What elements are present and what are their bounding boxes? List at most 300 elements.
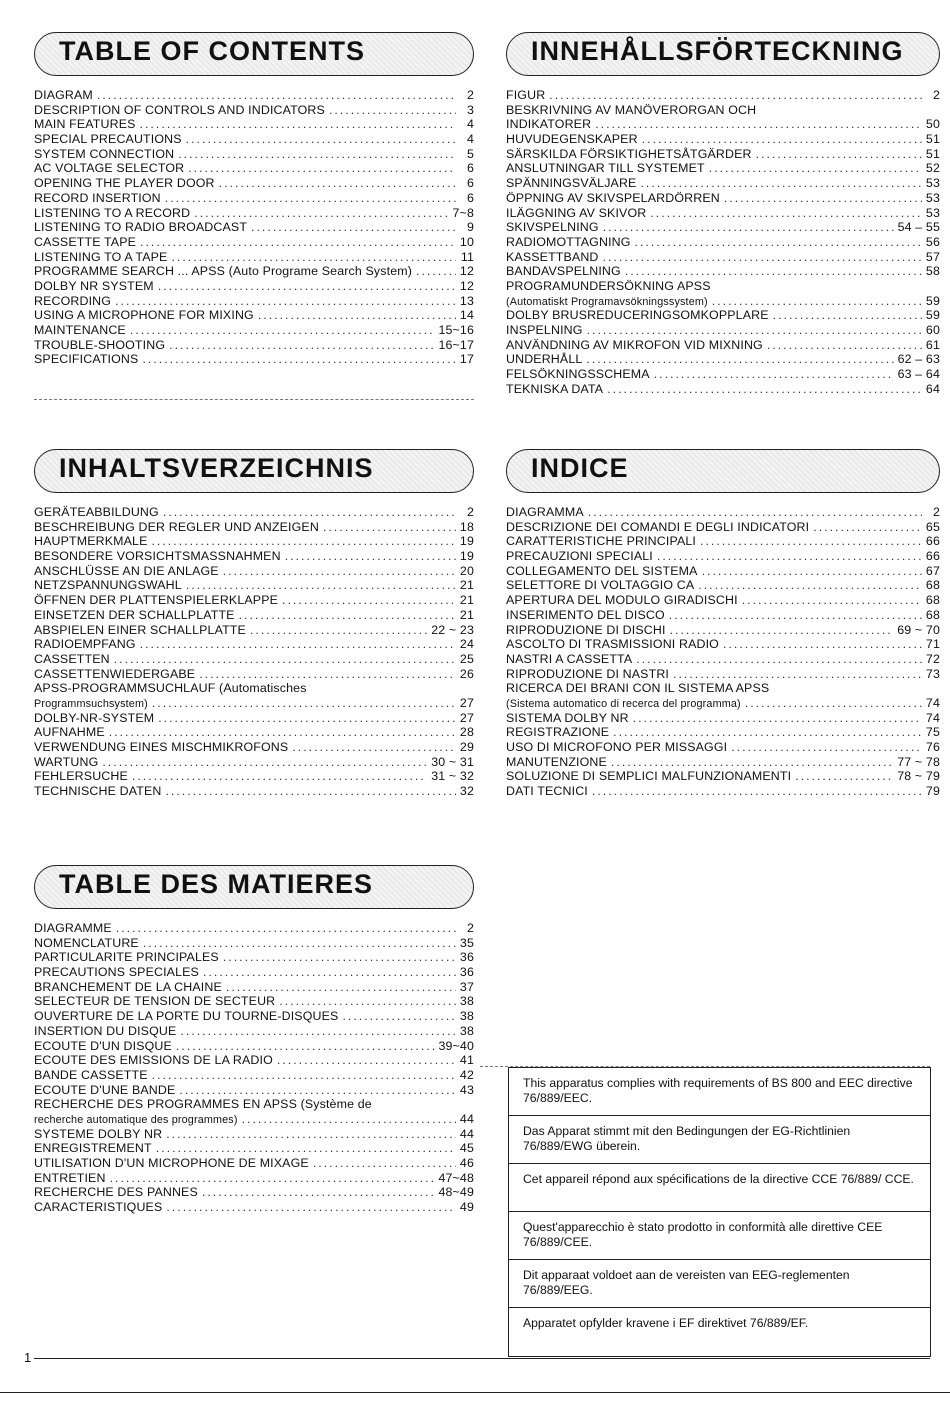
toc-entry-title: CARACTERISTIQUES [34, 1200, 163, 1215]
toc-entry-title: DIAGRAMME [34, 921, 112, 935]
toc-entry-title: REGISTRAZIONE [506, 725, 610, 740]
dot-leader [731, 740, 922, 755]
toc-entry-title: PROGRAMUNDERSÖKNING APSS [506, 278, 711, 293]
dot-leader [250, 623, 427, 638]
toc-entry [506, 725, 940, 740]
dot-leader [143, 936, 456, 951]
toc-entry [34, 755, 474, 770]
toc-entry-page: 6 [466, 190, 474, 205]
toc-french [34, 865, 474, 1215]
toc-entry [34, 769, 474, 784]
dot-leader [97, 88, 456, 103]
toc-entry-title: KASSETTBAND [506, 249, 599, 264]
toc-entry-title: OPENING THE PLAYER DOOR [34, 176, 215, 191]
toc-german [34, 449, 474, 799]
toc-entry [506, 667, 940, 682]
toc-entry [34, 1127, 474, 1142]
dot-leader [169, 338, 434, 353]
toc-entry [506, 220, 940, 235]
toc-entry [34, 117, 474, 132]
dot-leader [670, 623, 894, 638]
toc-entry-title: INSERIMENTO DEL DISCO [506, 607, 665, 622]
dot-leader [279, 994, 456, 1009]
dot-leader [165, 191, 456, 206]
toc-entry-page: 6 [466, 176, 474, 191]
dot-leader [158, 279, 456, 294]
toc-entry [34, 505, 474, 520]
toc-entry-page: 78 ~ 79 [897, 769, 940, 784]
toc-entry-page: 2 [932, 88, 940, 102]
toc-entry-page: 68 [925, 578, 940, 593]
toc-entry-page: 38 [459, 1009, 474, 1024]
dot-leader [767, 338, 922, 353]
footer-rule [34, 1358, 930, 1359]
toc-entry [34, 520, 474, 535]
toc-entry-title: NOMENCLATURE [34, 935, 139, 950]
toc-entry [34, 308, 474, 323]
toc-entry-title: WARTUNG [34, 754, 99, 769]
dot-leader [226, 980, 456, 995]
dot-leader [199, 667, 456, 682]
toc-entry [506, 88, 940, 103]
toc-entry [506, 711, 940, 726]
toc-entry [506, 564, 940, 579]
dot-leader [323, 520, 456, 535]
toc-entry-title: recherche automatique des programmes) [34, 1113, 238, 1126]
toc-entry-page: 39~40 [438, 1038, 474, 1053]
dot-leader [669, 608, 922, 623]
dot-leader [342, 1009, 455, 1024]
dot-leader [698, 578, 922, 593]
toc-entry-page: 74 [925, 695, 940, 710]
toc-italian [506, 449, 940, 799]
toc-entry-title: SPECIFICATIONS [34, 352, 139, 367]
toc-entry-page: 32 [459, 784, 474, 799]
toc-entry [506, 308, 940, 323]
toc-entry-page: 59 [925, 293, 940, 308]
toc-entry-title: COLLEGAMENTO DEL SISTEMA [506, 563, 698, 578]
toc-entry [506, 367, 940, 382]
toc-entry [34, 965, 474, 980]
toc-entry-title: ENREGISTREMENT [34, 1141, 152, 1156]
toc-entry-page: 59 [925, 308, 940, 323]
dot-leader [592, 784, 922, 799]
toc-entry-title: GERÄTEABBILDUNG [34, 505, 159, 519]
toc-entry [506, 117, 940, 132]
toc-entry [506, 279, 940, 294]
dot-leader [171, 250, 456, 265]
dot-leader [140, 235, 456, 250]
toc-entry-title: SISTEMA DOLBY NR [506, 710, 629, 725]
toc-entry-title: TEKNISKA DATA [506, 381, 604, 396]
toc-entry-page: 65 [925, 519, 940, 534]
toc-entry-title: RICERCA DEI BRANI CON IL SISTEMA APSS [506, 681, 770, 696]
toc-entry [506, 264, 940, 279]
toc-entry [506, 549, 940, 564]
dot-leader [587, 323, 922, 338]
toc-entry-title: MANUTENZIONE [506, 754, 607, 769]
dot-leader [611, 755, 893, 770]
toc-entry-title: ÖPPNING AV SKIVSPELARDÖRREN [506, 190, 720, 205]
toc-entry-title: AUFNAHME [34, 725, 105, 740]
toc-entry [506, 161, 940, 176]
dot-leader [724, 191, 922, 206]
toc-entry-page: 5 [466, 146, 474, 161]
toc-entry-title: NETZSPANNUNGSWAHL [34, 578, 182, 593]
toc-entry-page: 57 [925, 249, 940, 264]
dot-leader [179, 1083, 456, 1098]
dot-leader [166, 1200, 456, 1215]
toc-entry-title: (Sistema automatico di recerca del programma) [506, 697, 741, 710]
dot-leader [142, 352, 455, 367]
toc-entry [34, 667, 474, 682]
toc-entry-title: VERWENDUNG EINES MISCHMIKROFONS [34, 740, 289, 754]
toc-entry [34, 1141, 474, 1156]
dot-leader [158, 711, 456, 726]
toc-entry-title: Programmsuchsystem) [34, 697, 148, 710]
toc-entry-title: CARATTERISTICHE PRINCIPALI [506, 534, 697, 549]
dot-leader [132, 769, 427, 784]
toc-entry [506, 769, 940, 784]
toc-list [506, 88, 940, 396]
dot-leader [673, 667, 922, 682]
toc-entry-title: AC VOLTAGE SELECTOR [34, 161, 185, 176]
toc-entry [506, 382, 940, 397]
compliance-notice-en: This apparatus complies with requirements of BS 800 and EEC directive 76/889/EEC. [509, 1068, 930, 1116]
toc-entry-page: 61 [925, 337, 940, 352]
toc-entry-page: 19 [459, 549, 474, 564]
toc-entry [34, 1185, 474, 1200]
section-title: INNEHÅLLSFÖRTECKNING [531, 36, 904, 66]
toc-entry-page: 14 [459, 308, 474, 323]
toc-entry-page: 2 [932, 505, 940, 519]
toc-entry-title: INDIKATORER [506, 117, 592, 132]
dot-leader [549, 88, 922, 103]
toc-entry-title: PARTICULARITE PRINCIPALES [34, 950, 219, 965]
toc-entry-page: 31 ~ 32 [431, 769, 474, 784]
toc-entry-title: DOLBY NR SYSTEM [34, 278, 154, 293]
dot-leader [109, 725, 456, 740]
dot-leader [110, 1171, 435, 1186]
section-title: TABLE DES MATIERES [59, 869, 374, 899]
toc-entry-title: DESCRIPTION OF CONTROLS AND INDICATORS [34, 102, 325, 117]
toc-entry-page: 52 [925, 161, 940, 176]
dot-leader [285, 549, 456, 564]
toc-entry [34, 950, 474, 965]
toc-entry [506, 637, 940, 652]
toc-entry [506, 250, 940, 265]
dot-leader [657, 549, 922, 564]
toc-entry [34, 147, 474, 162]
section-title: INHALTSVERZEICHNIS [59, 453, 374, 483]
toc-entry-title: ANSCHLÜSSE AN DIE ANLAGE [34, 563, 219, 578]
dot-leader [650, 206, 922, 221]
toc-entry-page: 44 [459, 1126, 474, 1141]
dot-leader [700, 534, 922, 549]
toc-entry-page: 4 [466, 117, 474, 132]
toc-entry-page: 25 [459, 651, 474, 666]
toc-entry-title: UTILISATION D'UN MICROPHONE DE MIXAGE [34, 1156, 309, 1170]
toc-entry-page: 17 [459, 352, 474, 367]
toc-entry-page: 51 [925, 132, 940, 147]
toc-entry [34, 1097, 474, 1112]
toc-entry-title: RIPRODUZIONE DI DISCHI [506, 622, 666, 637]
toc-entry [34, 1009, 474, 1024]
toc-entry [506, 176, 940, 191]
toc-entry-page: 51 [925, 146, 940, 161]
toc-entry-page: 28 [459, 725, 474, 740]
toc-entry-title: PROGRAMME SEARCH ... APSS (Auto Programe Search System) [34, 264, 413, 279]
dot-leader [633, 711, 922, 726]
toc-entry [34, 725, 474, 740]
toc-entry-title: SPÄNNINGSVÄLJARE [506, 176, 637, 191]
toc-entry [34, 1053, 474, 1068]
toc-entry-title: RECHERCHE DES PROGRAMMES EN APSS (Système de [34, 1097, 372, 1112]
toc-entry-page: 60 [925, 323, 940, 337]
toc-entry-page: 38 [459, 994, 474, 1009]
toc-entry-page: 36 [459, 965, 474, 980]
toc-entry [506, 323, 940, 338]
toc-entry-page: 41 [459, 1053, 474, 1068]
dot-leader [745, 696, 922, 711]
section-title: TABLE OF CONTENTS [59, 36, 365, 66]
compliance-notice-it: Quest'apparecchio è stato prodotto in conformità alle direttive CEE 76/889/CEE. [509, 1212, 930, 1260]
toc-entry-page: 63 – 64 [897, 367, 940, 382]
dot-leader [242, 1112, 456, 1127]
toc-entry-page: 27 [459, 695, 474, 710]
toc-entry [34, 608, 474, 623]
toc-entry [34, 220, 474, 235]
toc-entry-title: SYSTEME DOLBY NR [34, 1126, 163, 1141]
toc-entry-title: ANSLUTNINGAR TILL SYSTEMET [506, 161, 705, 176]
toc-entry-title: ECOUTE D'UN DISQUE [34, 1038, 172, 1053]
dot-leader [202, 1185, 435, 1200]
toc-entry-page: 48~49 [438, 1185, 474, 1200]
dot-leader [152, 1068, 456, 1083]
toc-entry-title: USO DI MICROFONO PER MISSAGGI [506, 740, 728, 754]
toc-entry-title: BESCHREIBUNG DER REGLER UND ANZEIGEN [34, 519, 319, 534]
dot-leader [178, 147, 456, 162]
dot-leader [813, 520, 922, 535]
dot-leader [640, 176, 921, 191]
toc-entry [506, 505, 940, 520]
dot-leader [329, 103, 456, 118]
toc-entry [34, 711, 474, 726]
toc-entry-page: 18 [459, 519, 474, 534]
toc-entry [34, 1068, 474, 1083]
toc-entry-title: LISTENING TO RADIO BROADCAST [34, 220, 248, 235]
toc-entry-title: PRECAUTIONS SPECIALES [34, 965, 199, 980]
toc-entry-page: 66 [925, 534, 940, 549]
toc-entry-page: 13 [459, 293, 474, 308]
toc-entry [34, 681, 474, 696]
toc-entry [506, 294, 940, 309]
page-number: 1 [24, 1350, 32, 1365]
dot-leader [603, 250, 922, 265]
toc-entry-page: 45 [459, 1141, 474, 1156]
toc-entry [506, 147, 940, 162]
toc-entry-title: ENTRETIEN [34, 1170, 106, 1185]
toc-entry-page: 30 ~ 31 [431, 754, 474, 769]
dot-leader [151, 534, 455, 549]
toc-entry-page: 7~8 [452, 205, 474, 220]
toc-entry [34, 740, 474, 755]
toc-entry [34, 1171, 474, 1186]
toc-entry [34, 578, 474, 593]
toc-entry-page: 46 [459, 1156, 474, 1170]
toc-entry-title: SYSTEM CONNECTION [34, 146, 175, 161]
toc-entry-page: 29 [459, 740, 474, 754]
toc-entry-page: 12 [459, 278, 474, 293]
dot-leader [194, 206, 448, 221]
dot-leader [114, 652, 456, 667]
toc-entry-page: 16~17 [438, 337, 474, 352]
toc-entry-title: SOLUZIONE DI SEMPLICI MALFUNZIONAMENTI [506, 769, 792, 784]
toc-entry [506, 352, 940, 367]
title-banner-english [34, 32, 474, 76]
toc-entry-title: HUVUDEGENSKAPER [506, 132, 638, 147]
toc-entry-page: 21 [459, 578, 474, 593]
toc-entry-title: (Automatiskt Programavsökningssystem) [506, 295, 708, 308]
toc-entry-title: ILÄGGNING AV SKIVOR [506, 205, 647, 220]
toc-entry [34, 652, 474, 667]
bottom-rule [0, 1392, 950, 1393]
dot-leader [223, 564, 456, 579]
toc-entry-title: TROUBLE-SHOOTING [34, 337, 166, 352]
dot-leader [102, 755, 427, 770]
toc-entry-page: 72 [925, 651, 940, 666]
dot-leader [756, 147, 922, 162]
toc-entry-title: SKIVSPELNING [506, 220, 599, 235]
toc-entry [34, 1200, 474, 1215]
toc-entry-title: RADIOMOTTAGNING [506, 234, 631, 249]
toc-entry-title: INSPELNING [506, 323, 583, 337]
compliance-notice-de: Das Apparat stimmt mit den Bedingungen der EG-Richtlinien 76/889/EWG überein. [509, 1116, 930, 1164]
toc-entry [34, 103, 474, 118]
toc-entry-title: DOLBY BRUSREDUCERINGSOMKOPPLARE [506, 308, 769, 323]
toc-entry [34, 1039, 474, 1054]
toc-entry-title: RIPRODUZIONE DI NASTRI [506, 666, 670, 681]
toc-entry-title: BRANCHEMENT DE LA CHAINE [34, 979, 222, 994]
toc-entry-title: ANVÄNDNING AV MIKROFON VID MIXNING [506, 337, 763, 352]
toc-entry [34, 696, 474, 711]
dot-leader [188, 161, 456, 176]
toc-entry-title: CASSETTEN [34, 651, 110, 666]
dot-leader [186, 578, 456, 593]
title-banner-swedish [506, 32, 940, 76]
toc-entry-page: 67 [925, 563, 940, 578]
toc-entry-page: 43 [459, 1082, 474, 1097]
dot-leader [186, 132, 456, 147]
toc-entry-title: SPECIAL PRECAUTIONS [34, 132, 182, 147]
toc-entry-page: 15~16 [438, 323, 474, 337]
toc-entry [34, 250, 474, 265]
toc-list [34, 88, 474, 367]
dot-leader [219, 176, 456, 191]
toc-entry-title: FEHLERSUCHE [34, 769, 128, 784]
dot-leader [588, 505, 922, 520]
toc-entry-page: 77 ~ 78 [897, 754, 940, 769]
dot-leader [313, 1156, 456, 1171]
toc-entry [34, 921, 474, 936]
toc-entry [506, 191, 940, 206]
toc-entry [34, 1024, 474, 1039]
toc-entry-page: 68 [925, 607, 940, 622]
toc-entry-title: CASSETTENWIEDERGABE [34, 666, 196, 681]
toc-entry [34, 936, 474, 951]
toc-entry-title: BANDE CASSETTE [34, 1067, 148, 1082]
toc-entry [34, 279, 474, 294]
toc-entry [506, 534, 940, 549]
toc-entry-page: 21 [459, 607, 474, 622]
dot-leader [140, 117, 456, 132]
dot-leader [613, 725, 922, 740]
dot-leader [115, 294, 456, 309]
dot-leader [251, 220, 456, 235]
toc-entry-title: MAINTENANCE [34, 323, 126, 337]
toc-entry-title: DESCRIZIONE DEI COMANDI E DEGLI INDICATORI [506, 519, 810, 534]
toc-entry [34, 1156, 474, 1171]
toc-entry [34, 294, 474, 309]
dot-leader [636, 652, 922, 667]
dot-leader [654, 367, 894, 382]
dot-leader [712, 294, 922, 309]
dot-leader [625, 264, 922, 279]
toc-entry-page: 44 [459, 1111, 474, 1126]
toc-list [34, 921, 474, 1215]
dot-leader [140, 637, 456, 652]
toc-entry [34, 132, 474, 147]
toc-entry-title: LISTENING TO A TAPE [34, 249, 168, 264]
toc-entry-title: ÖFFNEN DER PLATTENSPIELERKLAPPE [34, 593, 279, 608]
toc-entry-title: DOLBY-NR-SYSTEM [34, 710, 155, 725]
toc-entry-page: 12 [459, 264, 474, 279]
toc-entry [34, 176, 474, 191]
toc-entry-page: 4 [466, 132, 474, 147]
toc-entry [506, 755, 940, 770]
toc-entry-title: BESONDERE VORSICHTSMASSNAHMEN [34, 549, 281, 564]
toc-entry-page: 53 [925, 205, 940, 220]
toc-entry-title: ECOUTE D'UNE BANDE [34, 1082, 176, 1097]
dot-leader [163, 505, 456, 520]
compliance-notice-nl: Dit apparaat voldoet aan de vereisten van EEG-reglementen 76/889/EEG. [509, 1260, 930, 1308]
dot-leader [586, 352, 893, 367]
toc-entry-title: DIAGRAM [34, 88, 93, 102]
toc-entry [506, 578, 940, 593]
dot-leader [277, 1053, 456, 1068]
dot-leader [176, 1039, 435, 1054]
toc-entry [34, 994, 474, 1009]
dot-leader [152, 696, 456, 711]
toc-entry [34, 623, 474, 638]
toc-entry-title: UNDERHÅLL [506, 352, 583, 367]
toc-entry-title: SELECTEUR DE TENSION DE SECTEUR [34, 994, 276, 1009]
toc-entry-page: 11 [460, 249, 474, 264]
toc-entry [34, 534, 474, 549]
dot-leader [116, 921, 456, 936]
toc-entry [34, 593, 474, 608]
compliance-notice-fr: Cet appareil répond aux spécifications de la directive CCE 76/889/ CCE. [509, 1164, 930, 1212]
toc-entry-page: 71 [925, 637, 940, 652]
dot-leader [130, 323, 435, 338]
toc-entry-page: 2 [466, 88, 474, 102]
toc-entry-page: 2 [466, 921, 474, 935]
toc-entry-title: RECHERCHE DES PANNES [34, 1185, 198, 1200]
toc-entry [506, 593, 940, 608]
toc-entry-title: EINSETZEN DER SCHALLPLATTE [34, 607, 235, 622]
dot-leader [156, 1141, 456, 1156]
toc-entry [34, 352, 474, 367]
